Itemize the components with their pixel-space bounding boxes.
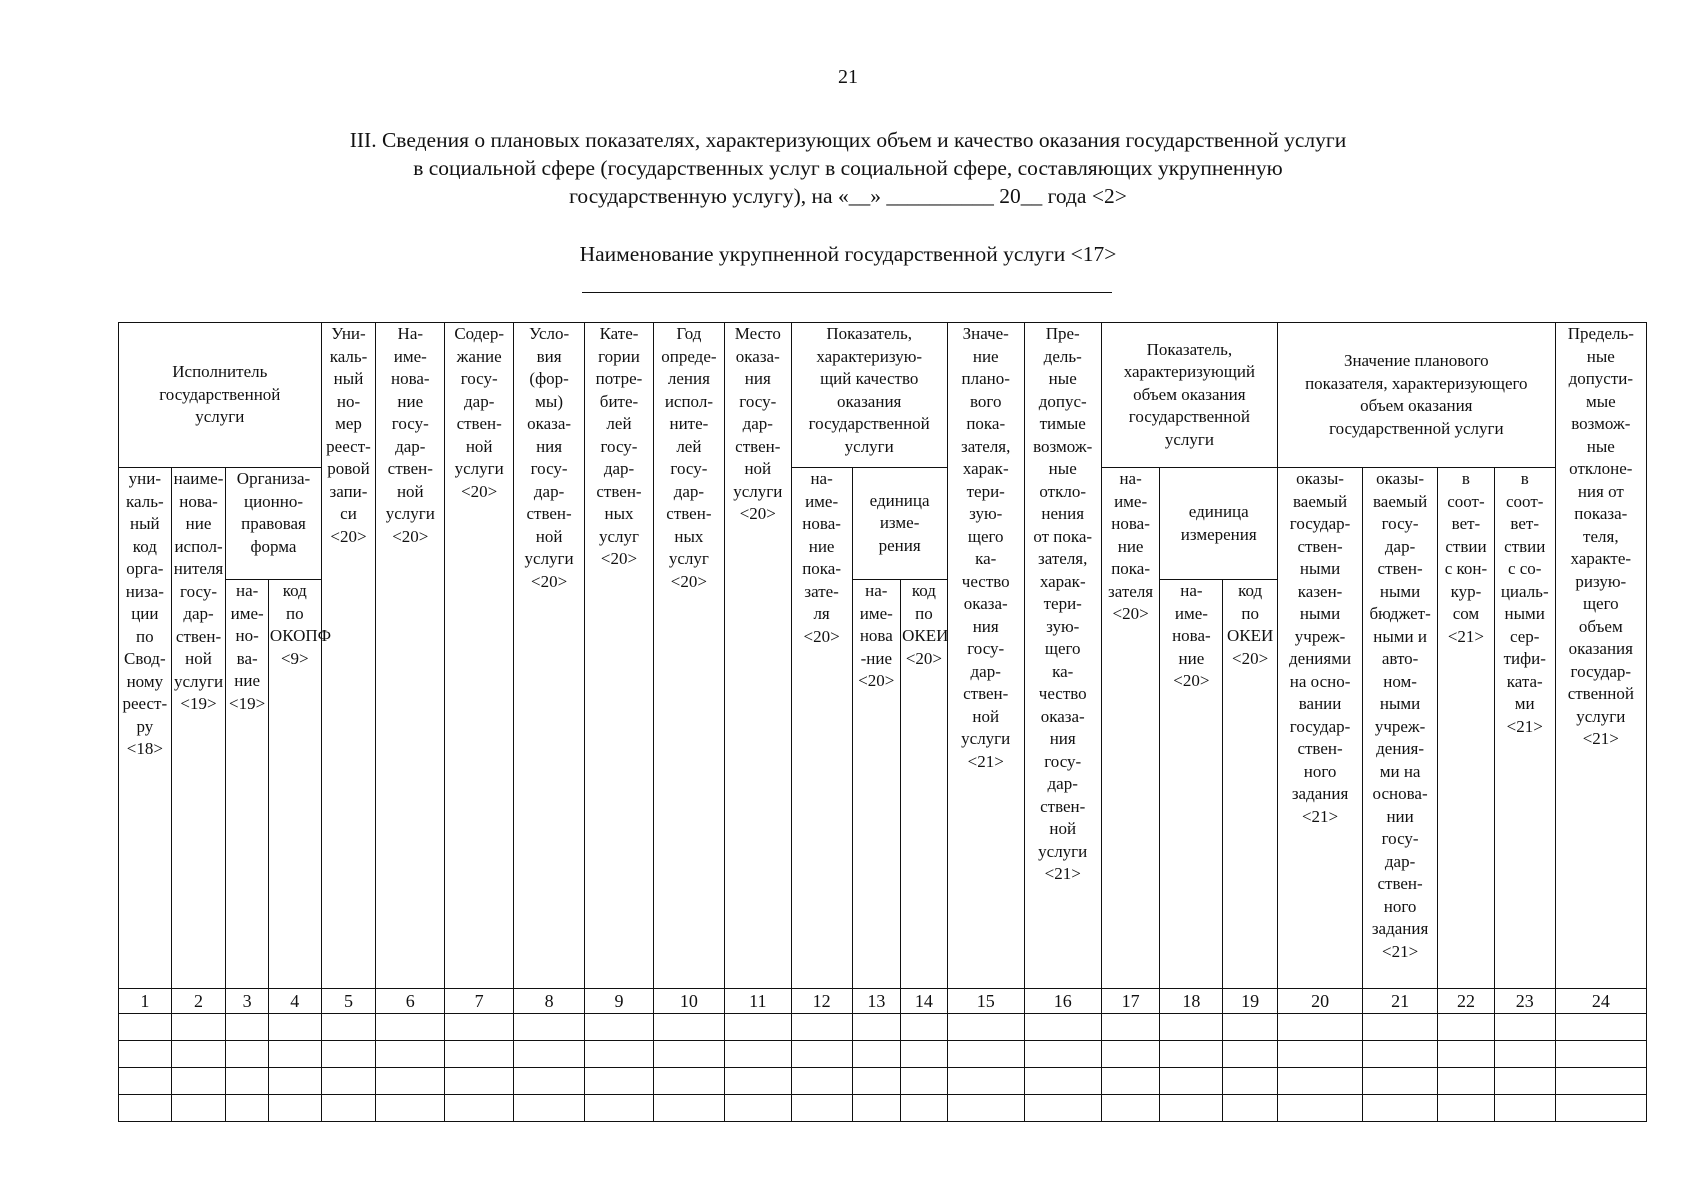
title-line-3: государственную услугу), на «__» __________ 20__ года <2> bbox=[569, 184, 1127, 208]
subtitle: Наименование укрупненной государственной услуги <17> bbox=[579, 242, 1117, 266]
empty-cell bbox=[376, 1014, 445, 1041]
empty-cell bbox=[1024, 1041, 1101, 1068]
column-number-cell: 9 bbox=[585, 989, 654, 1014]
empty-cell bbox=[119, 1014, 172, 1041]
empty-cell bbox=[268, 1068, 321, 1095]
empty-cell bbox=[947, 1095, 1024, 1122]
empty-cell bbox=[376, 1068, 445, 1095]
empty-cell bbox=[514, 1014, 585, 1041]
empty-cell bbox=[1160, 1014, 1223, 1041]
empty-cell bbox=[791, 1095, 852, 1122]
empty-cell bbox=[852, 1068, 901, 1095]
empty-cell bbox=[901, 1014, 948, 1041]
column-number-cell: 7 bbox=[445, 989, 514, 1014]
empty-cell bbox=[1101, 1041, 1160, 1068]
column-number-cell: 19 bbox=[1223, 989, 1278, 1014]
empty-cell bbox=[445, 1014, 514, 1041]
empty-cell bbox=[1494, 1095, 1555, 1122]
header-quality-indicator-name: на- име- нова- ние пока- зате- ля <20> bbox=[791, 468, 852, 989]
header-executor: Исполнитель государственной услуги bbox=[119, 323, 322, 468]
empty-cell bbox=[376, 1041, 445, 1068]
empty-cell bbox=[653, 1041, 724, 1068]
empty-cell bbox=[445, 1095, 514, 1122]
service-name-blank-line bbox=[582, 292, 1112, 293]
empty-cell bbox=[1278, 1095, 1363, 1122]
empty-cell bbox=[1024, 1068, 1101, 1095]
empty-cell bbox=[321, 1041, 376, 1068]
empty-cell bbox=[791, 1014, 852, 1041]
column-number-cell: 3 bbox=[226, 989, 269, 1014]
column-number-cell: 21 bbox=[1363, 989, 1438, 1014]
empty-cell bbox=[268, 1014, 321, 1041]
empty-cell bbox=[585, 1095, 654, 1122]
column-numbers-row bbox=[119, 989, 1647, 1014]
header-volume-unit-code: код по ОКЕИ <20> bbox=[1223, 580, 1278, 989]
header-service-content: Содер- жание госу- дар- ствен- ной услуги <20> bbox=[445, 323, 514, 989]
header-volume-deviation: Предель- ные допусти- мые возмож- ные отклоне- ния от показа- теля, характе- ризую- щего объем оказания государ- ственной услуги <21> bbox=[1555, 323, 1646, 989]
column-number-cell: 14 bbox=[901, 989, 948, 1014]
header-volume-indicator: Показатель, характеризующий объем оказания государственной услуги bbox=[1101, 323, 1277, 468]
header-service-place: Место оказа- ния госу- дар- ствен- ной услуги <20> bbox=[724, 323, 791, 989]
header-state-institutions: оказы- ваемый государ- ствен- ными казен- ными учреж- дениями на осно- вании государ- ствен- ного задания <21> bbox=[1278, 468, 1363, 989]
header-consumer-categories: Кате- гории потре- бите- лей госу- дар- ствен- ных услуг <20> bbox=[585, 323, 654, 989]
empty-cell bbox=[791, 1068, 852, 1095]
column-number-cell: 12 bbox=[791, 989, 852, 1014]
empty-cell bbox=[1363, 1014, 1438, 1041]
column-number-cell: 11 bbox=[724, 989, 791, 1014]
column-number-cell: 22 bbox=[1438, 989, 1495, 1014]
column-number-cell: 6 bbox=[376, 989, 445, 1014]
empty-cell bbox=[1555, 1068, 1646, 1095]
empty-cell bbox=[1363, 1068, 1438, 1095]
header-volume-indicator-name: на- име- нова- ние пока- зателя <20> bbox=[1101, 468, 1160, 989]
empty-cell bbox=[1438, 1041, 1495, 1068]
empty-cell bbox=[852, 1095, 901, 1122]
empty-cell bbox=[1278, 1068, 1363, 1095]
empty-cell bbox=[321, 1095, 376, 1122]
column-number-cell: 5 bbox=[321, 989, 376, 1014]
empty-cell bbox=[653, 1014, 724, 1041]
empty-cell bbox=[1101, 1068, 1160, 1095]
header-volume-unit-name: на- име- нова- ние <20> bbox=[1160, 580, 1223, 989]
empty-cell bbox=[1555, 1095, 1646, 1122]
empty-cell bbox=[1024, 1095, 1101, 1122]
title-line-2: в социальной сфере (государственных услуг в социальной сфере, составляющих укрупненную bbox=[413, 156, 1283, 180]
empty-cell bbox=[171, 1014, 226, 1041]
empty-cell bbox=[445, 1041, 514, 1068]
empty-cell bbox=[376, 1095, 445, 1122]
column-number-cell: 16 bbox=[1024, 989, 1101, 1014]
empty-cell bbox=[226, 1095, 269, 1122]
empty-cell bbox=[119, 1095, 172, 1122]
empty-cell bbox=[1494, 1041, 1555, 1068]
header-service-conditions: Усло- вия (фор- мы) оказа- ния госу- дар- ствен- ной услуги <20> bbox=[514, 323, 585, 989]
header-budget-institutions: оказы- ваемый госу- дар- ствен- ными бюджет- ными и авто- ном- ными учреж- дения- ми на основа- нии госу- дар- ствен- ного задания <21> bbox=[1363, 468, 1438, 989]
empty-cell bbox=[1223, 1095, 1278, 1122]
empty-cell bbox=[901, 1095, 948, 1122]
header-unique-number: Уни- каль- ный но- мер реест- ровой запи- си <20> bbox=[321, 323, 376, 989]
empty-cell bbox=[321, 1014, 376, 1041]
section-title bbox=[200, 126, 1496, 210]
empty-cell bbox=[1438, 1095, 1495, 1122]
title-line-1: III. Сведения о плановых показателях, характеризующих объем и качество оказания государственной услуги bbox=[349, 128, 1347, 152]
header-volume-unit: единица измерения bbox=[1160, 468, 1278, 580]
empty-cell bbox=[1160, 1095, 1223, 1122]
empty-cell bbox=[653, 1095, 724, 1122]
empty-cell bbox=[514, 1041, 585, 1068]
empty-cell bbox=[321, 1068, 376, 1095]
empty-cell bbox=[119, 1041, 172, 1068]
empty-cell bbox=[1438, 1068, 1495, 1095]
empty-cell bbox=[1494, 1068, 1555, 1095]
header-quality-unit-name: на- име- нова -ние <20> bbox=[852, 580, 901, 989]
column-number-cell: 17 bbox=[1101, 989, 1160, 1014]
empty-cell bbox=[947, 1014, 1024, 1041]
column-number-cell: 24 bbox=[1555, 989, 1646, 1014]
empty-cell bbox=[1278, 1014, 1363, 1041]
indicators-table bbox=[118, 322, 1647, 1122]
header-quality-indicator: Показатель, характеризую- щий качество оказания государственной услуги bbox=[791, 323, 947, 468]
empty-cell bbox=[514, 1095, 585, 1122]
empty-cell bbox=[1438, 1014, 1495, 1041]
empty-cell bbox=[1278, 1041, 1363, 1068]
header-quality-deviation: Пре- дель- ные допус- тимые возмож- ные откло- нения от пока- зателя, харак- тери- зую- щего ка- чество оказа- ния госу- дар- ствен- ной услуги <21> bbox=[1024, 323, 1101, 989]
empty-cell bbox=[901, 1041, 948, 1068]
header-by-certificates: в соот- вет- ствии с со- циаль- ными сер- тифи- ката- ми <21> bbox=[1494, 468, 1555, 989]
header-volume-value: Значение планового показателя, характеризующего объем оказания государственной услуги bbox=[1278, 323, 1556, 468]
empty-cell bbox=[1555, 1041, 1646, 1068]
empty-cell bbox=[947, 1068, 1024, 1095]
header-row-1 bbox=[119, 323, 1647, 468]
empty-cell bbox=[852, 1014, 901, 1041]
column-number-cell: 20 bbox=[1278, 989, 1363, 1014]
empty-cell bbox=[1160, 1041, 1223, 1068]
empty-cell bbox=[1223, 1068, 1278, 1095]
empty-cell bbox=[1363, 1041, 1438, 1068]
empty-cell bbox=[724, 1095, 791, 1122]
empty-cell bbox=[901, 1068, 948, 1095]
empty-row bbox=[119, 1095, 1647, 1122]
header-planned-quality-value: Значе- ние плано- вого пока- зателя, харак- тери- зую- щего ка- чество оказа- ния госу- дар- ствен- ной услуги <21> bbox=[947, 323, 1024, 989]
empty-cell bbox=[226, 1014, 269, 1041]
empty-cell bbox=[585, 1041, 654, 1068]
empty-cell bbox=[1223, 1041, 1278, 1068]
empty-cell bbox=[947, 1041, 1024, 1068]
empty-row bbox=[119, 1041, 1647, 1068]
empty-cell bbox=[1223, 1014, 1278, 1041]
empty-cell bbox=[171, 1095, 226, 1122]
column-number-cell: 18 bbox=[1160, 989, 1223, 1014]
empty-cell bbox=[724, 1014, 791, 1041]
header-by-competition: в соот- вет- ствии с кон- кур- сом <21> bbox=[1438, 468, 1495, 989]
empty-cell bbox=[1024, 1014, 1101, 1041]
header-quality-unit: единица изме- рения bbox=[852, 468, 947, 580]
empty-cell bbox=[268, 1095, 321, 1122]
empty-cell bbox=[585, 1014, 654, 1041]
empty-row bbox=[119, 1068, 1647, 1095]
empty-cell bbox=[653, 1068, 724, 1095]
empty-cell bbox=[585, 1068, 654, 1095]
empty-cell bbox=[724, 1041, 791, 1068]
page-number: 21 bbox=[838, 66, 858, 88]
empty-cell bbox=[1555, 1014, 1646, 1041]
empty-cell bbox=[226, 1041, 269, 1068]
empty-cell bbox=[1101, 1014, 1160, 1041]
empty-row bbox=[119, 1014, 1647, 1041]
column-number-cell: 8 bbox=[514, 989, 585, 1014]
column-number-cell: 13 bbox=[852, 989, 901, 1014]
header-legal-form-code: код по ОКОПФ <9> bbox=[268, 580, 321, 989]
column-number-cell: 10 bbox=[653, 989, 724, 1014]
empty-cell bbox=[791, 1041, 852, 1068]
column-number-cell: 23 bbox=[1494, 989, 1555, 1014]
header-legal-form-name: на- име- но- ва- ние <19> bbox=[226, 580, 269, 989]
column-number-cell: 2 bbox=[171, 989, 226, 1014]
header-legal-form: Организа- ционно- правовая форма bbox=[226, 468, 321, 580]
header-org-unique-code: уни- каль- ный код орга- низа- ции по Свод- ному реест- ру <18> bbox=[119, 468, 172, 989]
empty-cell bbox=[1160, 1068, 1223, 1095]
empty-cell bbox=[1494, 1014, 1555, 1041]
empty-cell bbox=[226, 1068, 269, 1095]
empty-cell bbox=[445, 1068, 514, 1095]
empty-cell bbox=[1363, 1095, 1438, 1122]
empty-cell bbox=[1101, 1095, 1160, 1122]
column-number-cell: 1 bbox=[119, 989, 172, 1014]
empty-cell bbox=[171, 1041, 226, 1068]
empty-cell bbox=[268, 1041, 321, 1068]
column-number-cell: 15 bbox=[947, 989, 1024, 1014]
empty-cell bbox=[171, 1068, 226, 1095]
header-executor-year: Год опреде- ления испол- ните- лей госу- дар- ствен- ных услуг <20> bbox=[653, 323, 724, 989]
column-number-cell: 4 bbox=[268, 989, 321, 1014]
empty-cell bbox=[514, 1068, 585, 1095]
empty-cell bbox=[724, 1068, 791, 1095]
empty-cell bbox=[852, 1041, 901, 1068]
header-executor-name: наиме- нова- ние испол- нителя госу- дар- ствен- ной услуги <19> bbox=[171, 468, 226, 989]
header-service-name: На- име- нова- ние госу- дар- ствен- ной услуги <20> bbox=[376, 323, 445, 989]
header-quality-unit-code: код по ОКЕИ <20> bbox=[901, 580, 948, 989]
empty-cell bbox=[119, 1068, 172, 1095]
